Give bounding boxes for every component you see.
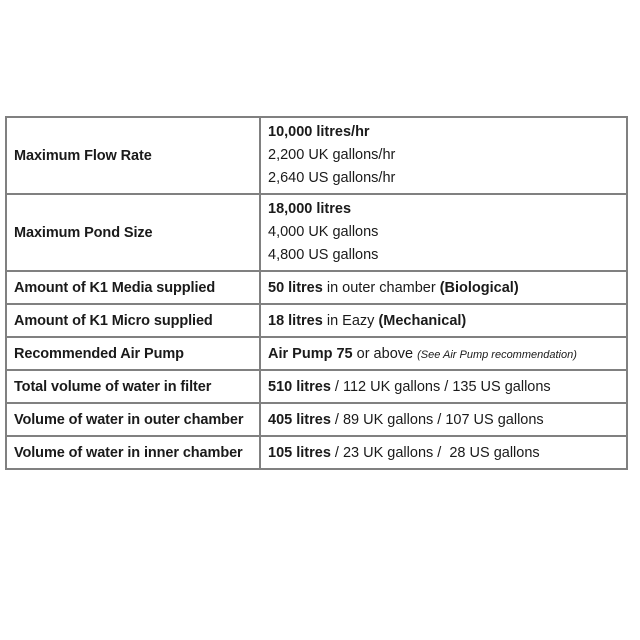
value-line: 18,000 litres xyxy=(268,201,352,217)
row-label: Volume of water in inner chamber xyxy=(6,436,260,469)
row-value xyxy=(260,304,627,337)
specifications-table xyxy=(5,116,628,470)
value-bold: 405 litres xyxy=(268,411,331,428)
value-bold: 50 litres xyxy=(268,279,323,296)
row-value xyxy=(260,271,627,304)
row-label: Recommended Air Pump xyxy=(6,337,260,370)
table-row xyxy=(6,337,627,370)
table-row xyxy=(6,436,627,469)
recommendation-note: (See Air Pump recommendation) xyxy=(417,348,577,361)
value-line: 2,640 US gallons/hr xyxy=(268,170,396,186)
table-row xyxy=(6,403,627,436)
value-bold-suffix: (Mechanical) xyxy=(378,312,467,329)
table-row xyxy=(6,304,627,337)
value-text: / 23 UK gallons / 28 US gallons xyxy=(330,444,540,461)
row-label: Amount of K1 Micro supplied xyxy=(6,304,260,337)
value-text: / 89 UK gallons / 107 US gallons xyxy=(330,411,544,428)
row-label: Maximum Flow Rate xyxy=(6,117,260,194)
value-bold: Air Pump 75 xyxy=(268,345,353,362)
table-row xyxy=(6,370,627,403)
value-text: or above xyxy=(352,345,418,362)
table-row xyxy=(6,194,627,271)
row-value xyxy=(260,370,627,403)
value-line: 10,000 litres/hr xyxy=(268,124,370,140)
value-line: 4,800 US gallons xyxy=(268,247,379,263)
table-row xyxy=(6,271,627,304)
value-text: / 112 UK gallons / 135 US gallons xyxy=(330,378,551,395)
value-line: 4,000 UK gallons xyxy=(268,224,379,240)
row-value xyxy=(260,117,627,194)
row-label: Volume of water in outer chamber xyxy=(6,403,260,436)
value-bold-suffix: (Biological) xyxy=(439,279,519,296)
value-bold: 18 litres xyxy=(268,312,323,329)
row-value xyxy=(260,194,627,271)
value-bold: 105 litres xyxy=(268,444,331,461)
table-row xyxy=(6,117,627,194)
value-bold: 510 litres xyxy=(268,378,331,395)
row-value xyxy=(260,436,627,469)
row-label: Amount of K1 Media supplied xyxy=(6,271,260,304)
row-value xyxy=(260,403,627,436)
value-text: in outer chamber xyxy=(322,279,440,296)
row-label: Maximum Pond Size xyxy=(6,194,260,271)
value-text: in Eazy xyxy=(322,312,379,329)
row-label: Total volume of water in filter xyxy=(6,370,260,403)
value-line: 2,200 UK gallons/hr xyxy=(268,147,396,163)
row-value xyxy=(260,337,627,370)
